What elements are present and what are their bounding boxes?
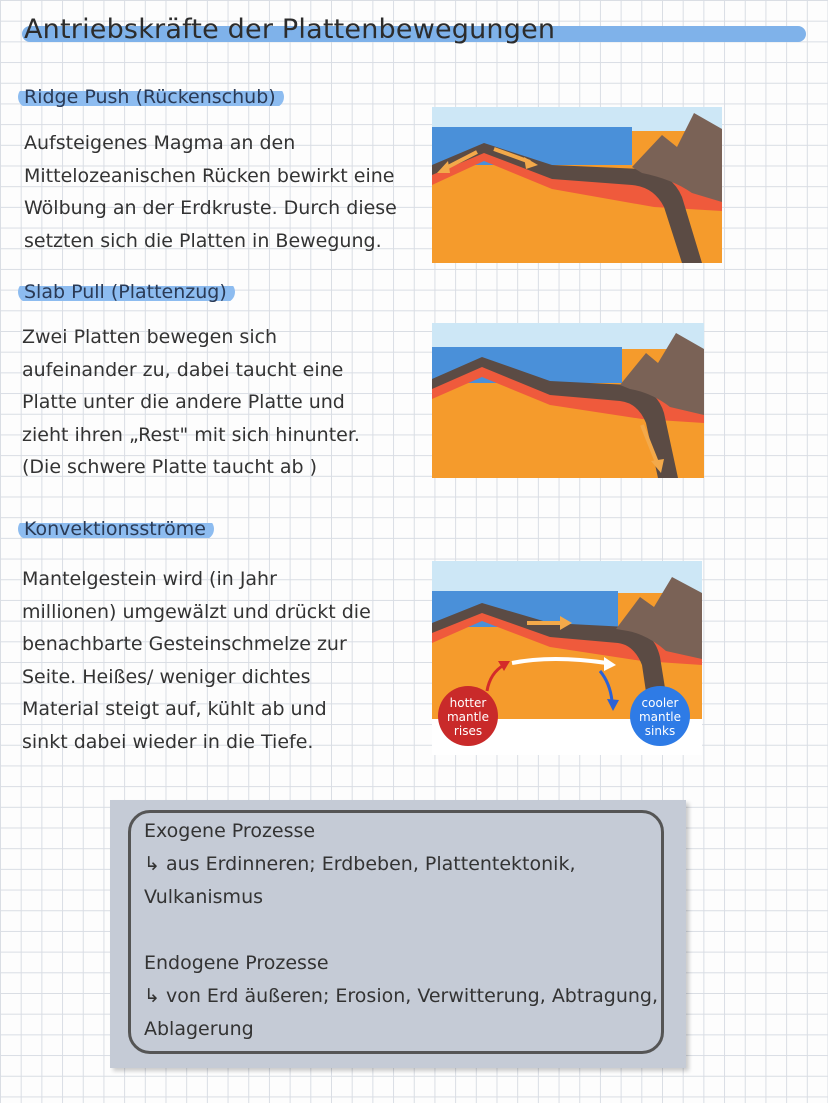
slab-pull-diagram — [432, 323, 704, 478]
paragraph-ridge-push — [24, 127, 397, 257]
text-line: Mittelozeanischen Rücken bewirkt eine — [24, 164, 395, 187]
ridge-push-diagram — [432, 107, 722, 263]
text-line: Seite. Heißes/ weniger dichtes — [22, 665, 311, 688]
heading-slab-pull: Slab Pull (Plattenzug) — [18, 281, 235, 303]
page-title: Antriebskräfte der Plattenbewegungen — [24, 14, 556, 45]
text-line: setzten sich die Platten in Bewegung. — [24, 229, 382, 252]
hot-mantle-label — [438, 686, 498, 746]
note-box — [110, 800, 686, 1068]
heading-convection: Konvektionsströme — [18, 518, 214, 540]
text-line: sinkt dabei wieder in die Tiefe. — [22, 730, 314, 753]
text-line: (Die schwere Platte taucht ab ) — [22, 456, 318, 479]
text-line: Zwei Platten bewegen sich — [22, 326, 278, 348]
cool-label-line: mantle — [638, 710, 682, 724]
cool-label-line: cooler — [641, 696, 679, 710]
text-line: Material steigt auf, kühlt ab und — [22, 698, 327, 721]
paragraph-slab-pull — [22, 321, 360, 484]
text-line: millionen) umgewälzt und drückt die — [22, 600, 371, 623]
text-line: zieht ihren „Rest" mit sich hinunter. — [22, 423, 360, 446]
note-exogen-detail: ↳ aus Erdinneren; Erdbeben, Plattentektonik, — [144, 853, 576, 875]
note-exogen-title: Exogene Prozesse — [144, 820, 316, 842]
text-line: Wölbung an der Erdkruste. Durch diese — [24, 197, 397, 220]
note-endogen-detail-cont: Ablagerung — [144, 1018, 254, 1040]
text-line: benachbarte Gesteinschmelze zur — [22, 633, 347, 656]
cool-label-line: sinks — [644, 724, 676, 738]
cool-mantle-label — [630, 686, 690, 746]
text-line: Aufsteigenes Magma an den — [24, 132, 296, 154]
note-endogen-title: Endogene Prozesse — [144, 952, 329, 974]
convection-diagram — [432, 561, 702, 755]
hot-label-line: hotter — [449, 696, 487, 710]
text-line: Platte unter die andere Platte und — [22, 391, 345, 414]
hot-label-line: rises — [453, 724, 483, 738]
heading-ridge-push: Ridge Push (Rückenschub) — [18, 86, 284, 108]
note-endogen-detail: ↳ von Erd äußeren; Erosion, Verwitterung, Abtragung, — [144, 985, 659, 1007]
hot-label-line: mantle — [446, 710, 490, 724]
note-exogen-detail-cont: Vulkanismus — [144, 886, 264, 908]
paragraph-convection — [22, 563, 371, 759]
text-line: Mantelgestein wird (in Jahr — [22, 568, 277, 590]
text-line: aufeinander zu, dabei taucht eine — [22, 358, 344, 381]
